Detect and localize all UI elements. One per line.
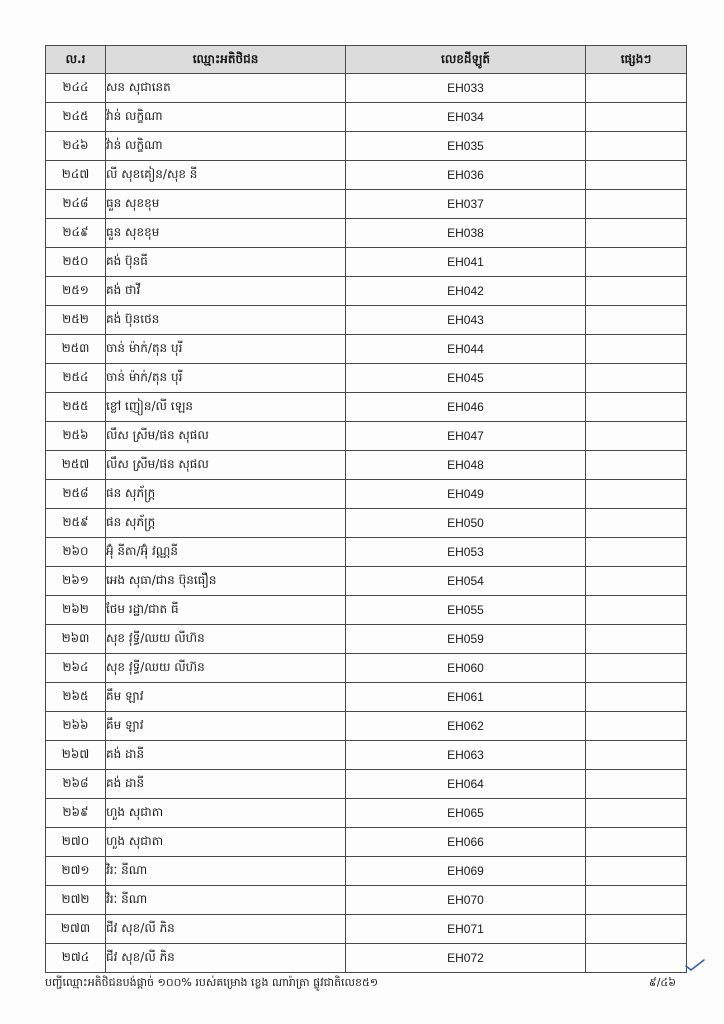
lot-number: EH050 [346,509,586,538]
other-note [586,886,687,915]
lot-number: EH045 [346,364,586,393]
customer-name: គង់ ដានី [106,741,346,770]
customer-name: សុខ វុទ្ធី/ឈយ លីហ៊ន [106,625,346,654]
other-note [586,451,687,480]
row-number: ២៥៩ [46,509,106,538]
row-number: ២៧៤ [46,944,106,973]
row-number: ២៧២ [46,886,106,915]
table-row [46,857,687,886]
row-number: ២៧១ [46,857,106,886]
customer-name: វិរៈ នីណា [106,857,346,886]
row-number: ២៦៦ [46,712,106,741]
row-number: ២៤៩ [46,219,106,248]
table-row [46,103,687,132]
row-number: ២៤៤ [46,74,106,103]
lot-number: EH053 [346,538,586,567]
table-row [46,625,687,654]
customer-name: គង់ ដានី [106,770,346,799]
table-row [46,74,687,103]
row-number: ២៥២ [46,306,106,335]
other-note [586,828,687,857]
table-header-row [46,46,687,74]
page-number: ៩/៤៦ [648,976,676,989]
customer-name: គង់ ប៊ុនថេន [106,306,346,335]
customer-name: ហួង សុជាតា [106,828,346,857]
other-note [586,857,687,886]
table-row [46,509,687,538]
other-note [586,393,687,422]
other-note [586,799,687,828]
lot-number: EH046 [346,393,586,422]
row-number: ២៦៩ [46,799,106,828]
row-number: ២៦១ [46,567,106,596]
row-number: ២៥១ [46,277,106,306]
customer-name: គង់ ថាវី [106,277,346,306]
other-note [586,277,687,306]
table-row [46,190,687,219]
other-note [586,422,687,451]
customer-name: លឹស ស្រីម/ផន សុផល [106,451,346,480]
table-row [46,219,687,248]
document-caption: បញ្ជីឈ្មោះអតិថិជនបង់ផ្តាច់ ១០០% របស់គម្រោង ខ្លេង ណារ៉ាត្រា ផ្លូវជាតិលេខ៥១ [45,976,379,989]
table-row [46,422,687,451]
row-number: ២៦៥ [46,683,106,712]
table-row [46,538,687,567]
lot-number: EH042 [346,277,586,306]
row-number: ២៤៨ [46,190,106,219]
table-row [46,277,687,306]
lot-number: EH033 [346,74,586,103]
customer-name: ចាន់ ម៉ាក់/តុន បុរី [106,364,346,393]
other-note [586,741,687,770]
other-note [586,335,687,364]
lot-number: EH041 [346,248,586,277]
row-number: ២៦០ [46,538,106,567]
table-row [46,886,687,915]
header-customer-name: ឈ្មោះអតិថិជន [106,46,346,74]
other-note [586,596,687,625]
table-row [46,335,687,364]
lot-number: EH054 [346,567,586,596]
table-row [46,944,687,973]
lot-number: EH036 [346,161,586,190]
table-row [46,770,687,799]
lot-number: EH066 [346,828,586,857]
other-note [586,219,687,248]
row-number: ២៥៨ [46,480,106,509]
other-note [586,654,687,683]
lot-number: EH038 [346,219,586,248]
customer-name: គង់ ប៊ុនធី [106,248,346,277]
header-no: ល.រ [46,46,106,74]
other-note [586,915,687,944]
row-number: ២៥៦ [46,422,106,451]
customer-name: វ៉ាន់ លក្ខិណា [106,132,346,161]
other-note [586,480,687,509]
customer-name: អេង សុធា/ជាន ប៊ុនធឿន [106,567,346,596]
lot-number: EH044 [346,335,586,364]
table-row [46,712,687,741]
row-number: ២៦៨ [46,770,106,799]
table-row [46,915,687,944]
lot-number: EH055 [346,596,586,625]
table-row [46,248,687,277]
lot-number: EH035 [346,132,586,161]
customer-name: ថែម រដ្ឋា/ជាត ធី [106,596,346,625]
customer-name: វិរៈ នីណា [106,886,346,915]
checkmark-icon [684,958,706,972]
lot-number: EH034 [346,103,586,132]
other-note [586,712,687,741]
lot-number: EH048 [346,451,586,480]
customer-table [45,45,687,973]
customer-name: អ៊ុំ នីតា/អ៊ុំ វណ្ណនី [106,538,346,567]
row-number: ២៧៣ [46,915,106,944]
lot-number: EH049 [346,480,586,509]
lot-number: EH064 [346,770,586,799]
other-note [586,364,687,393]
other-note [586,103,687,132]
lot-number: EH070 [346,886,586,915]
lot-number: EH059 [346,625,586,654]
table-row [46,567,687,596]
customer-name: ហួង សុជាតា [106,799,346,828]
lot-number: EH065 [346,799,586,828]
table-row [46,306,687,335]
table-row [46,480,687,509]
header-other: ផ្សេងៗ [586,46,687,74]
customer-name: សុខ វុទ្ធី/ឈយ លីហ៊ន [106,654,346,683]
other-note [586,625,687,654]
table-row [46,393,687,422]
lot-number: EH060 [346,654,586,683]
other-note [586,306,687,335]
other-note [586,161,687,190]
customer-name: ធួន សុខខុម [106,219,346,248]
other-note [586,538,687,567]
table-row [46,364,687,393]
lot-number: EH069 [346,857,586,886]
lot-number: EH062 [346,712,586,741]
row-number: ២៦៤ [46,654,106,683]
customer-name: ជីវ សុខ/លី ភិន [106,915,346,944]
row-number: ២៥៥ [46,393,106,422]
customer-name: វ៉ាន់ លក្ខិណា [106,103,346,132]
other-note [586,567,687,596]
other-note [586,132,687,161]
table-row [46,132,687,161]
header-lot-number: លេខដីឡូត៍ [346,46,586,74]
customer-name: ជីវ សុខ/លី ភិន [106,944,346,973]
lot-number: EH037 [346,190,586,219]
customer-name: គឹម ឡាវ [106,712,346,741]
table-row [46,451,687,480]
table-row [46,654,687,683]
customer-name: លី សុខគៀន/សុខ នី [106,161,346,190]
customer-name: ផន សុភ័ក្ត្រ [106,480,346,509]
customer-name: ខ្លៅ ញៀន/លី ឡេន [106,393,346,422]
row-number: ២៦៣ [46,625,106,654]
lot-number: EH061 [346,683,586,712]
customer-name: ធួន សុខខុម [106,190,346,219]
row-number: ២៥០ [46,248,106,277]
other-note [586,190,687,219]
table-row [46,683,687,712]
row-number: ២៦២ [46,596,106,625]
lot-number: EH072 [346,944,586,973]
customer-name: លឹស ស្រីម/ផន សុផល [106,422,346,451]
other-note [586,770,687,799]
other-note [586,683,687,712]
table-row [46,596,687,625]
other-note [586,74,687,103]
other-note [586,509,687,538]
lot-number: EH047 [346,422,586,451]
other-note [586,944,687,973]
lot-number: EH063 [346,741,586,770]
table-row [46,161,687,190]
lot-number: EH043 [346,306,586,335]
row-number: ២៤៧ [46,161,106,190]
table-row [46,828,687,857]
customer-name: ចាន់ ម៉ាក់/តុន បុរី [106,335,346,364]
row-number: ២៥៣ [46,335,106,364]
table-row [46,799,687,828]
table-row [46,741,687,770]
customer-name: គឹម ឡាវ [106,683,346,712]
lot-number: EH071 [346,915,586,944]
row-number: ២៦៧ [46,741,106,770]
customer-name: ផន សុភ័ក្ត្រ [106,509,346,538]
other-note [586,248,687,277]
row-number: ២៤៥ [46,103,106,132]
row-number: ២៥៤ [46,364,106,393]
customer-name: សន សុជានេត [106,74,346,103]
row-number: ២៤៦ [46,132,106,161]
row-number: ២៧០ [46,828,106,857]
row-number: ២៥៧ [46,451,106,480]
table-body [46,74,687,973]
